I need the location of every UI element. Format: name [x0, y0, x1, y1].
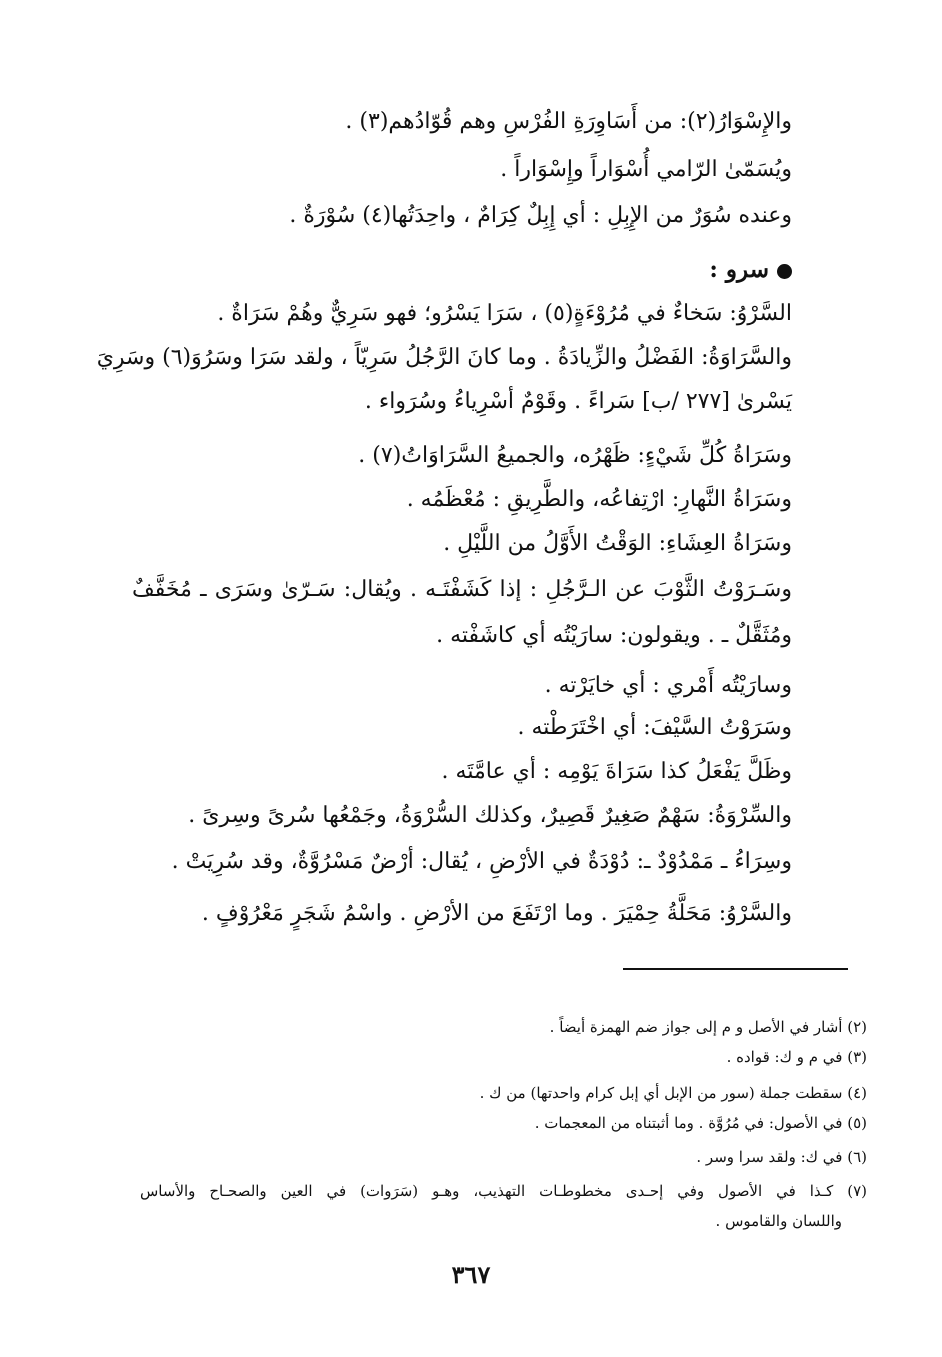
- text-line: والإِسْوَارُ(٢): من أَسَاوِرَةِ الفُرْسِ وهم قُوّادُهم(٣) .: [345, 109, 792, 134]
- text-line: السَّرْوُ: سَخاءٌ في مُرُوْءَةٍ(٥) ، سَرَا يَسْرُو؛ فهو سَرِيٌّ وهُمْ سَرَاةٌ .: [217, 301, 792, 326]
- text-line: وسَرَاةُ العِشَاءِ: الوَقْتُ الأَوَّلُ من اللَّيْلِ .: [443, 531, 792, 556]
- footnote: (٢) أشار في الأصل و م إلى جواز ضم الهمزة أيضاً .: [549, 1018, 867, 1036]
- text-line: والسَّرْوُ: مَحَلَّةُ حِمْيَرَ . وما ارْتَفَعَ من الأرْضِ . واسْمُ شَجَرٍ مَعْرُوْفٍ .: [201, 901, 792, 926]
- text-line: يَسْرىٰ [٢٧٧ /ب] سَراءً . وقَوْمٌ أسْرِياءُ وسُرَواء .: [364, 389, 792, 414]
- text-line: وسَرَاةُ كُلِّ شَيْءٍ: ظَهْرُه، والجميعُ السَّرَاوَاتُ(٧) .: [358, 443, 792, 468]
- text-line: وسَـرَوْتُ الثَّوْبَ عن الـرَّجُلِ : إذا كَشَفْتَـه . ويُقال: سَـرّىٰ وسَرَى ـ مُخَفَّفٌ: [132, 577, 792, 602]
- text-line: وسارَيْتُه أَمْري : أي خايَرْته .: [544, 673, 792, 698]
- footnote: (٦) في ك: ولقد سرا وسر .: [696, 1148, 867, 1166]
- text-line: وعنده سُوَرٌ من الإِبِلِ : أي إِبِلٌ كِرَامٌ ، واحِدَتُها(٤) سُوْرَةٌ .: [289, 203, 792, 228]
- footnote: (٥) في الأصول: في مُرُوَّة . وما أثبتناه من المعجمات .: [534, 1114, 867, 1132]
- text-line: وظَلَّ يَفْعَلُ كذا سَرَاةَ يَوْمِه : أي عامَّتَه .: [441, 759, 792, 784]
- footnote: (٣) في م و ك: قواده .: [726, 1048, 867, 1066]
- text-line: والسِّرْوَةُ: سَهْمٌ صَغِيرٌ قَصِيرٌ، وكذلك السُّرْوَةُ، وجَمْعُها سُرىً وسِرىً .: [188, 803, 792, 828]
- text-line: وسِرَاءُ ـ مَمْدُوْدٌ ـ: دُوْدَةٌ في الأرْضِ ، يُقال: أرْضٌ مَسْرُوَّةٌ، وقد سُرِيَتْ .: [171, 849, 792, 874]
- footnote: (٧) كـذا في الأصول وفي إحـدى مخطوطـات التهذيب، وهـو (سَرَوات) في العين والصحـاح والأساس: [140, 1182, 867, 1200]
- footnote-continuation: واللسان والقاموس .: [715, 1212, 842, 1230]
- entry-heading: [709, 250, 792, 290]
- entry-heading-text: سرو :: [709, 256, 769, 283]
- text-line: ومُثَقَّلٌ ـ . ويقولون: سارَيْتُه أي كاشَفْته .: [436, 623, 792, 648]
- text-line: ويُسَمّىٰ الرّامي أُسْوَاراً وإِسْوَاراً .: [500, 157, 792, 182]
- text-line: والسَّرَاوَةُ: الفَضْلُ والزِّيادَةُ . وما كانَ الرَّجُلُ سَرِيّاً ، ولقد سَرَا وسَرُوَ(٦) وسَرِيَ: [96, 345, 792, 370]
- bullet-icon: [777, 264, 792, 279]
- text-line: وسَرَاةُ النَّهارِ: ارْتِفاعُه، والطَّرِيقِ : مُعْظَمُه .: [406, 487, 792, 512]
- page-number: ٣٦٧: [451, 1260, 491, 1289]
- text-line: وسَرَوْتُ السَّيْفَ: أي اخْتَرَطْته .: [517, 715, 792, 740]
- footnote-divider: [623, 968, 848, 970]
- footnote: (٤) سقطت جملة (سور من الإبل أي إبل كرام واحدتها) من ك .: [479, 1084, 867, 1102]
